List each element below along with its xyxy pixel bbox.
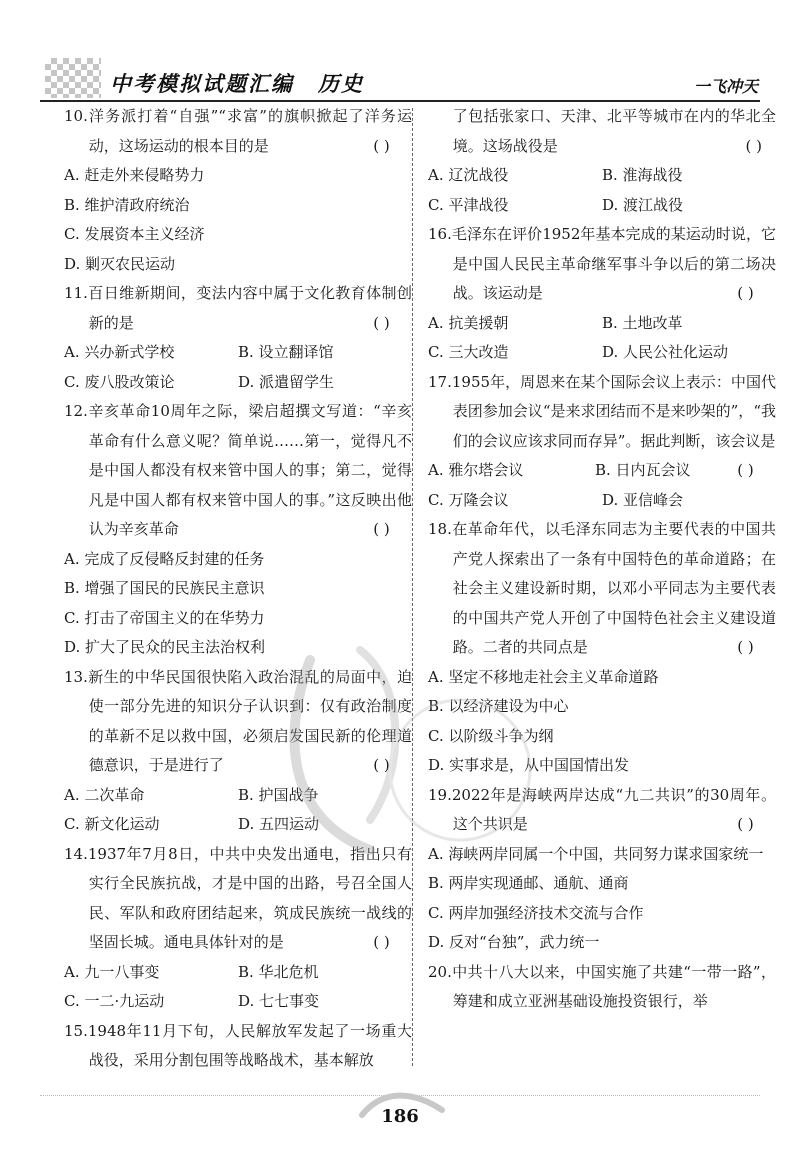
answer-option[interactable]: A. 抗美援朝 (428, 313, 509, 332)
subject-label: 历史 (318, 71, 364, 96)
answer-option[interactable]: B. 淮海战役 (602, 166, 683, 184)
question-item (64, 102, 412, 279)
question-text: 中共十八大以来，中国实施了共建“一带一路”，筹建和成立亚洲基础设施投资银行，举 (451, 962, 776, 1010)
question-number: 17. (428, 372, 452, 391)
answer-option[interactable]: D. 剿灭农民运动 (64, 254, 176, 273)
question-text: 毛泽东在评价1952年基本完成的某运动时说，它是中国人民民主革命继军事斗争以后的第二场决战。该运动是 (451, 225, 776, 302)
answer-option[interactable]: B. 土地改革 (602, 313, 683, 332)
question-number: 20. (428, 962, 452, 981)
option-list (428, 309, 776, 368)
answer-bracket[interactable]: ( ) (745, 136, 762, 155)
column-divider (412, 108, 413, 1066)
option-row (428, 309, 776, 339)
question-number: 15. (64, 1021, 88, 1040)
answer-option[interactable]: C. 打击了帝国主义的在华势力 (64, 608, 265, 627)
question-text: 了包括张家口、天津、北平等城市在内的华北全境。这场战役是 (452, 107, 776, 155)
answer-option[interactable]: C. 以阶级斗争为纲 (428, 726, 554, 745)
answer-option[interactable]: C. 平津战役 (428, 195, 509, 214)
answer-option[interactable]: D. 反对“台独”，武力统一 (428, 933, 600, 951)
question-text: 辛亥革命10周年之际，梁启超撰文写道：“辛亥革命有什么意义呢？简单说……第一，觉得凡不是中国人都没有权来管中国人的事；第二，觉得凡是中国人都有权来管中国人的事。”这反映出他认为辛亥革命 (87, 402, 412, 538)
answer-option[interactable]: C. 万隆会议 (428, 490, 509, 509)
option-row (64, 338, 412, 368)
answer-option[interactable]: A. 九一八事变 (64, 962, 160, 981)
answer-option[interactable]: D. 七七事变 (238, 992, 320, 1010)
option-row (64, 987, 412, 1017)
option-row (428, 456, 762, 486)
answer-option[interactable]: C. 两岸加强经济技术交流与合作 (428, 903, 644, 922)
answer-option[interactable]: B. 设立翻译馆 (238, 343, 334, 361)
question-item (64, 1017, 412, 1076)
answer-option[interactable]: A. 雅尔塔会议 (428, 461, 524, 479)
answer-option[interactable]: B. 以经济建设为中心 (428, 697, 569, 715)
answer-option[interactable]: C. 发展资本主义经济 (64, 225, 205, 243)
question-number: 10. (64, 107, 88, 125)
answer-option[interactable]: C. 三大改造 (428, 343, 509, 361)
answer-option[interactable]: B. 维护清政府统治 (64, 195, 190, 214)
answer-option[interactable]: D. 实事求是，从中国国情出发 (428, 756, 630, 774)
answer-option[interactable]: B. 两岸实现通邮、通航、通商 (428, 874, 629, 892)
answer-option[interactable]: A. 兴办新式学校 (64, 343, 175, 361)
option-row (428, 191, 776, 221)
question-item (428, 368, 776, 516)
option-list (64, 161, 412, 279)
answer-option[interactable]: C. 废八股改策论 (64, 372, 175, 391)
question-text: 1937年7月8日，中共中央发出通电，指出只有实行全民族抗战，才是中国的出路，号召全国人民、军队和政府团结起来，筑成民族统一战线的坚固长城。通电具体针对的是 (87, 844, 412, 951)
question-number: 18. (428, 520, 452, 538)
question-stem: 12.辛亥革命10周年之际，梁启超撰文写道：“辛亥革命有什么意义呢？简单说……第一，觉得凡不是中国人都没有权来管中国人的事；第二，觉得凡是中国人都有权来管中国人的事。”这反映出他认为辛亥革命 ( ) (64, 402, 412, 538)
question-stem (428, 102, 776, 161)
answer-option[interactable]: A. 完成了反侵略反封建的任务 (64, 549, 265, 568)
answer-option[interactable]: A. 二次革命 (64, 785, 145, 804)
question-stem: 17.1955年，周恩来在某个国际会议上表示：中国代表团参加会议“是来求团结而不是来吵架的”，“我们的会议应该求同而存异”。据此判断，该会议是 ( ) (428, 372, 776, 479)
question-stem: 10.洋务派打着“自强”“求富”的旗帜掀起了洋务运动，这场运动的根本目的是 ( ) (64, 107, 412, 155)
option-row (64, 958, 412, 988)
question-number: 14. (64, 844, 88, 863)
option-list (64, 338, 412, 397)
question-text: 在革命年代，以毛泽东同志为主要代表的中国共产党人探索出了一条有中国特色的革命道路；在社会主义建设新时期，以邓小平同志为主要代表的中国共产党人开创了中国特色社会主义建设道路。二者的共同点是 (451, 520, 776, 656)
header-title (110, 68, 364, 98)
question-stem: 19.2022年是海峡两岸达成“九二共识”的30周年。这个共识是 ( ) (428, 785, 776, 833)
question-stem (64, 1017, 412, 1076)
page-number: 186 (381, 1106, 419, 1127)
option-row (428, 338, 776, 368)
answer-option[interactable]: D. 派遣留学生 (238, 372, 335, 391)
answer-option[interactable]: B. 护国战争 (238, 785, 319, 804)
option-row (64, 368, 412, 398)
answer-option[interactable]: D. 扩大了民众的民主法治权利 (64, 638, 266, 656)
question-number: 19. (428, 785, 452, 804)
question-text: 新生的中华民国很快陷入政治混乱的局面中，迫使一部分先进的知识分子认识到：仅有政治制度的革新不足以救中国，必须启发国民新的伦理道德意识，于是进行了 (87, 667, 412, 774)
question-item (428, 220, 776, 368)
question-item (428, 102, 776, 220)
question-number: 13. (64, 667, 88, 686)
answer-option[interactable]: A. 坚定不移地走社会主义革命道路 (428, 667, 659, 686)
left-column (64, 102, 412, 1076)
book-title: 中考模拟试题汇编 (110, 71, 294, 96)
answer-option[interactable]: C. 新文化运动 (64, 815, 160, 833)
option-list (64, 958, 412, 1017)
page-header (0, 0, 800, 100)
option-list (428, 456, 776, 515)
watermark-logo (250, 620, 550, 880)
header-checker-pattern (45, 58, 101, 98)
question-stem: 13.新生的中华民国很快陷入政治混乱的局面中，迫使一部分先进的知识分子认识到：仅有政治制度的革新不足以救中国，必须启发国民新的伦理道德意识，于是进行了 ( ) (64, 667, 412, 774)
question-text: 洋务派打着“自强”“求富”的旗帜掀起了洋务运动，这场运动的根本目的是 (87, 107, 412, 155)
question-number: 11. (64, 284, 88, 302)
option-list (428, 161, 776, 220)
question-stem (428, 958, 776, 1017)
answer-option[interactable]: D. 渡江战役 (602, 195, 684, 214)
answer-option[interactable]: A. 辽沈战役 (428, 166, 509, 184)
option-row (428, 486, 776, 516)
question-number: 16. (428, 225, 452, 243)
question-text: 2022年是海峡两岸达成“九二共识”的30周年。这个共识是 (451, 785, 776, 833)
answer-option[interactable]: B. 日内瓦会议 (595, 461, 691, 479)
question-text: 1955年，周恩来在某个国际会议上表示：中国代表团参加会议“是来求团结而不是来吵架的”，“我们的会议应该求同而存异”。据此判断，该会议是 (451, 372, 776, 450)
answer-option[interactable]: A. 赶走外来侵略势力 (64, 166, 205, 184)
answer-option[interactable]: B. 华北危机 (238, 962, 319, 981)
brand-logo: 一飞冲天 (693, 77, 758, 96)
question-text: 百日维新期间，变法内容中属于文化教育体制创新的是 (87, 284, 412, 332)
question-stem: 11.百日维新期间，变法内容中属于文化教育体制创新的是 ( ) (64, 284, 412, 332)
answer-option[interactable]: A. 海峡两岸同属一个中国，共同努力谋求国家统一 (428, 844, 764, 863)
question-item (428, 958, 776, 1017)
question-stem: 16.毛泽东在评价1952年基本完成的某运动时说，它是中国人民民主革命继军事斗争以后的第二场决战。该运动是 ( ) (428, 225, 776, 302)
question-stem: 18.在革命年代，以毛泽东同志为主要代表的中国共产党人探索出了一条有中国特色的革命道路；在社会主义建设新时期，以邓小平同志为主要代表的中国共产党人开创了中国特色社会主义建设道路。二者的共同点是 ( ) (428, 520, 776, 656)
option-row (428, 161, 776, 191)
answer-option[interactable]: B. 增强了国民的民族民主意识 (64, 579, 265, 597)
answer-option[interactable]: C. 一二·九运动 (64, 992, 165, 1010)
question-stem: 14.1937年7月8日，中共中央发出通电，指出只有实行全民族抗战，才是中国的出路，号召全国人民、军队和政府团结起来，筑成民族统一战线的坚固长城。通电具体针对的是 ( ) (64, 844, 412, 951)
question-number: 12. (64, 402, 88, 420)
question-item (64, 279, 412, 397)
question-text: 1948年11月下旬，人民解放军发起了一场重大战役，采用分割包围等战略战术，基本解放 (87, 1021, 412, 1069)
answer-option[interactable]: D. 人民公社化运动 (602, 343, 729, 361)
answer-option[interactable]: D. 亚信峰会 (602, 490, 684, 509)
answer-option[interactable]: D. 五四运动 (238, 815, 320, 833)
